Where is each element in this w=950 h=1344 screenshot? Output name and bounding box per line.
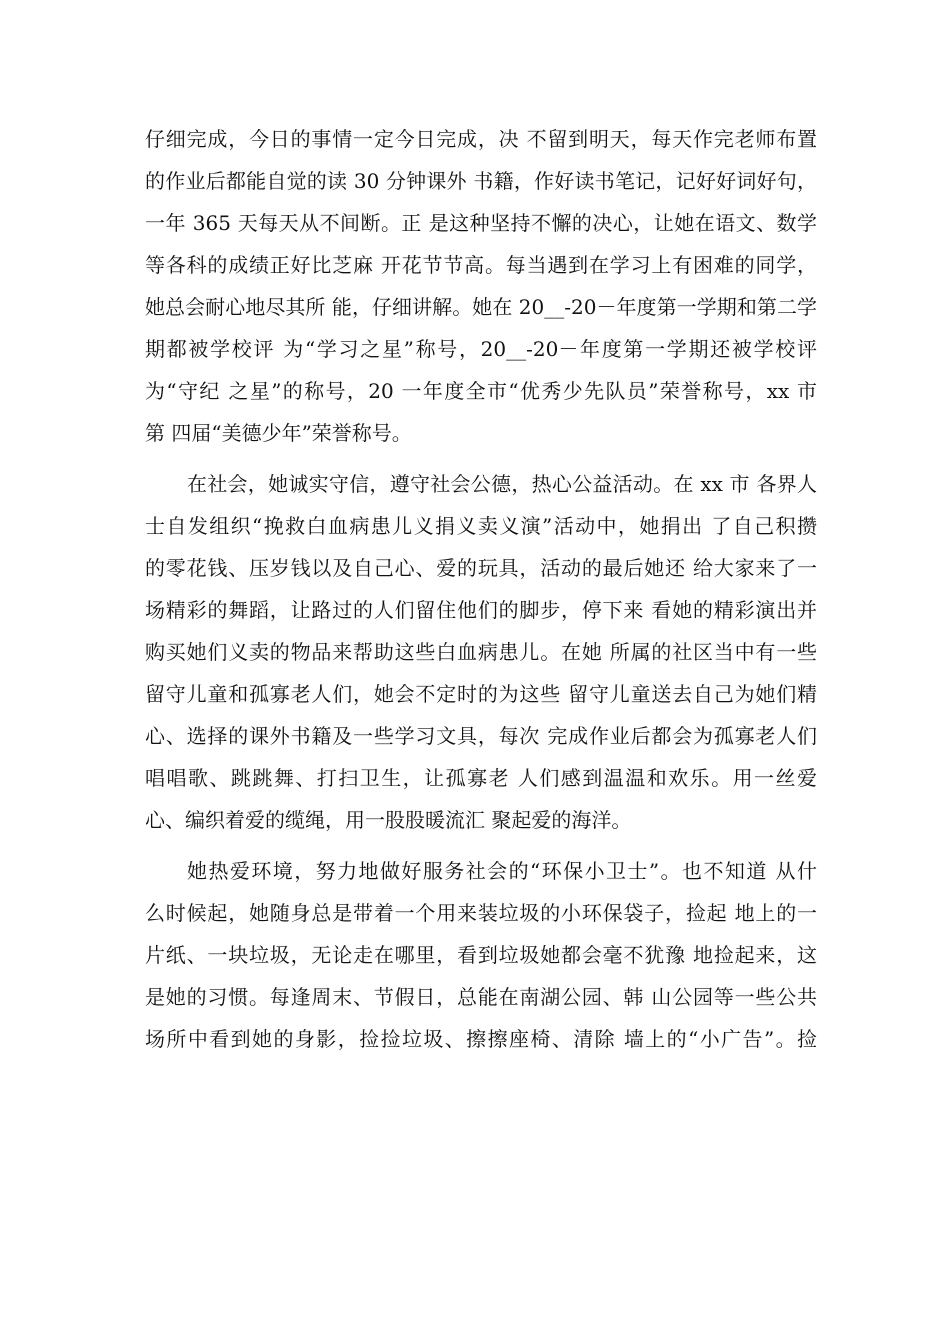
text-line: 的作业后都能自觉的读 30 分钟课外 书籍，作好读书笔记，记好好词好句， [145,169,817,193]
text-line: 在社会，她诚实守信，遵守社会公德，热心公益活动。在 xx 市 各界人 [187,472,817,496]
text-line: 期都被学校评 为“学习之星”称号，20__-20－年度第一学期还被学校评 [145,337,817,361]
text-line: 她热爱环境，努力地做好服务社会的“环保小卫士”。也不知道 从什 [187,859,817,883]
text-line: 为“守纪 之星”的称号，20 一年度全市“优秀少先队员”荣誉称号，xx 市 [145,379,817,403]
text-line: 场所中看到她的身影，捡捡垃圾、擦擦座椅、清除 墙上的“小广告”。捡 [145,1027,817,1051]
text-line: 心、选择的课外书籍及一些学习文具，每次 完成作业后都会为孤寡老人们 [145,724,817,748]
text-line: 场精彩的舞蹈，让路过的人们留住他们的脚步，停下来 看她的精彩演出并 [145,598,817,622]
text-line: 心、编织着爱的缆绳，用一股股暖流汇 聚起爱的海洋。 [145,808,632,832]
text-line: 唱唱歌、跳跳舞、打扫卫生，让孤寡老 人们感到温温和欢乐。用一丝爱 [145,766,817,790]
paragraph-2 [145,463,817,841]
document-body [145,118,817,1060]
text-line: 士自发组织“挽救白血病患儿义捐义卖义演”活动中，她捐出 了自己积攒 [145,514,817,538]
paragraph-gap [145,454,817,463]
text-line: 第 四届“美德少年”荣誉称号。 [145,421,412,445]
text-line: 购买她们义卖的物品来帮助这些白血病患儿。在她 所属的社区当中有一些 [145,640,817,664]
text-line: 留守儿童和孤寡老人们，她会不定时的为这些 留守儿童送去自己为她们精 [145,682,817,706]
text-line: 仔细完成，今日的事情一定今日完成，决 不留到明天，每天作完老师布置 [145,127,817,151]
text-line: 她总会耐心地尽其所 能，仔细讲解。她在 20__-20－年度第一学期和第二学 [145,295,817,319]
paragraph-3 [145,850,817,1060]
text-line: 等各科的成绩正好比芝麻 开花节节高。每当遇到在学习上有困难的同学， [145,253,817,277]
paragraph-1 [145,118,817,454]
text-line: 是她的习惯。每逢周末、节假日，总能在南湖公园、韩 山公园等一些公共 [145,985,817,1009]
text-line: 的零花钱、压岁钱以及自己心、爱的玩具，活动的最后她还 给大家来了一 [145,556,817,580]
text-line: 一年 365 天每天从不间断。正 是这种坚持不懈的决心，让她在语文、数学 [145,211,817,235]
text-line: 片纸、一块垃圾，无论走在哪里，看到垃圾她都会毫不犹豫 地捡起来，这 [145,943,817,967]
paragraph-gap [145,841,817,850]
text-line: 么时候起，她随身总是带着一个用来装垃圾的小环保袋子，捡起 地上的一 [145,901,817,925]
